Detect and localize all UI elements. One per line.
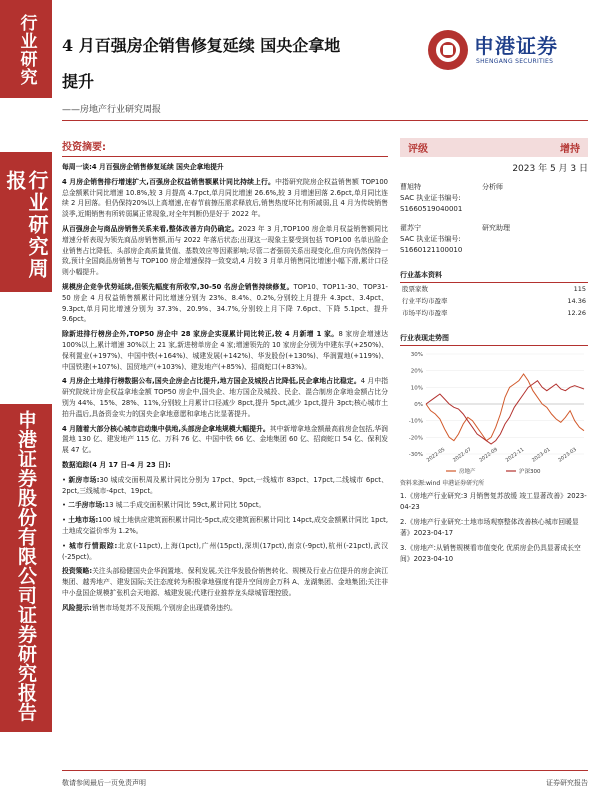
footer-divider <box>62 770 588 771</box>
related-report-item[interactable]: 3.《房地产:从销售规模看市值变化 优质房企仍具显著成长空间》2023-04-10 <box>400 544 581 563</box>
cell-label: 股票家数 <box>402 285 428 293</box>
header-divider <box>62 120 588 121</box>
x-tick-label: 2022-11 <box>504 446 526 464</box>
title-line-2: 提升 <box>62 72 95 91</box>
side-tag-weekly <box>0 152 52 292</box>
cell-value: 115 <box>573 285 586 293</box>
y-tick-label: 10% <box>410 385 423 392</box>
rating-value: 增持 <box>560 144 580 155</box>
report-date: 2023 年 5 月 3 日 <box>512 164 588 174</box>
legend-label: 房地产 <box>459 469 476 475</box>
side-tag-text: 申港证券股份有限公司证券研究报告 <box>15 410 37 722</box>
x-tick-label: 2022-07 <box>452 446 473 464</box>
analyst-cert: S1660121100010 <box>400 246 463 254</box>
analyst-cert-label: SAC 执业证书编号: <box>400 235 461 243</box>
side-tag-text: 行业研究周报 <box>3 170 49 280</box>
trend-chart <box>400 348 588 476</box>
table-row <box>400 283 588 295</box>
y-tick-label: 20% <box>410 368 423 375</box>
sidebar-info <box>400 138 588 569</box>
tracking-item: • 土地市场:100 城土地供应建筑面积累计同比-5pct,成交建筑面积累计同比 14pct,成交金额累计同比 1pct,土地成交溢价率为 1.2%。 <box>62 516 389 535</box>
company-logo <box>428 28 588 76</box>
analyst-name: 曹旭特 <box>400 183 421 191</box>
summary-heading: 投资摘要: <box>62 138 388 157</box>
y-tick-label: 30% <box>410 352 423 358</box>
analyst-block <box>400 182 588 215</box>
side-tag-industry-research <box>0 0 52 98</box>
tracking-item: • 新房市场:30 城成交面积周及累计同比分别为 17pct、9pct,一线城市 83pct、17pct,二线城市 6pct、2pct,三线城市-4pct、19pct。 <box>62 475 389 495</box>
series-line <box>426 374 584 441</box>
analyst-role: 分析师 <box>482 183 503 191</box>
cell-value: 14.36 <box>567 297 586 305</box>
chart-source: 资料来源:wind 申港证券研究所 <box>400 480 485 487</box>
summary-paragraph: 4 月房企土地排行榜数据公布,国央企房企占比提升,地方国企及城投占比降低,民企拿地占比稳定。4 月中指研究院统计房企权益拿地金额 TOP50 房企中,国央企、地方国企及城投、民企、混合制房企拿地金额占比分别为 44%、15%、28%、11%,分别较上月累计口径减少 8pct,提升 5pct,减少 1pct,提升 3pct;核心城市土拍升温后,具备资金实力的国央企拿地意愿和拿地占比显著提升。 <box>62 377 388 418</box>
table-row <box>400 307 588 319</box>
cell-label: 行业平均市盈率 <box>402 297 448 305</box>
logo-name-en: SHENGANG SECURITIES <box>476 58 554 65</box>
risk-warning: 风险提示:销售市场复苏不及预期,个别房企出现债务违约。 <box>62 603 237 612</box>
basic-data-heading: 行业基本资料 <box>400 270 588 283</box>
report-subtitle: ——房地产行业研究周报 <box>62 105 162 115</box>
related-report-item[interactable]: 1.《房地产行业研究:3 月销售复苏放缓 竣工显著改善》2023-04-23 <box>400 492 587 511</box>
logo-name-cn: 申港证券 <box>474 34 558 58</box>
related-reports <box>400 491 588 565</box>
data-tracking-heading: 数据追踪(4 月 17 日-4 月 23 日): <box>62 460 171 469</box>
y-tick-label: -20% <box>408 435 423 442</box>
tracking-item: • 城市行情跟踪:北京(-11pct),上海(1pct),广州(15pct),深圳(17pct),南京(-9pct),杭州(-21pct),武汉(-25pct)。 <box>62 541 389 561</box>
weekly-topic: 每周一谈:4 月百强房企销售修复延续 国央企拿地提升 <box>62 163 224 171</box>
y-tick-label: -30% <box>408 452 423 458</box>
series-line <box>426 381 584 444</box>
title-line-1: 4 月百强房企销售修复延续 国央企拿地 <box>62 36 341 55</box>
analyst-cert-label: SAC 执业证书编号: <box>400 194 461 202</box>
trend-chart-heading: 行业表现走势图 <box>400 333 588 346</box>
rating-label: 评级 <box>408 144 428 155</box>
analyst-cert: S1660519040001 <box>400 205 463 213</box>
y-tick-label: -10% <box>408 418 423 425</box>
x-tick-label: 2022-05 <box>425 446 447 464</box>
disclaimer-note: 敬请参阅最后一页免责声明 <box>62 779 146 787</box>
investment-strategy: 投资策略:关注头部稳健国央企华润置地、保利发展,关注华发股份销售转化、规模及行业占位提升的房企滨江集团、越秀地产、建发国际;关注态度转为积极拿地强度有提升空间房企万科 A、龙湖集团、金地集团;关注非中小盘国企规模扩张机会天地源、城建发展;代建行业推荐龙头绿城管理控股。 <box>62 567 388 597</box>
report-title <box>62 28 402 100</box>
rating-bar <box>400 138 588 157</box>
cell-value: 12.26 <box>567 309 586 317</box>
summary-paragraph: 规模房企竞争优势延续,但领先幅度有所收窄,30-50 名房企销售持续修复。TOP10、TOP11-30、TOP31-50 房企 4 月权益销售额累计同比增速分别为 23%、8.4%、0.2%,分别较上月提升 4.3pct、3.4pct、9.3pct,单月同比增速分别为 37.3%、20.9%、34.7%,分别较上月下降 7.6pct、下降 5.1pct、提升 9.6pct。 <box>62 282 388 324</box>
logo-emblem-icon <box>428 30 468 70</box>
related-report-item[interactable]: 2.《房地产行业研究:土地市场观察整体改善核心城市回暖显著》2023-04-17 <box>400 518 579 537</box>
x-tick-label: 2023-01 <box>531 446 552 464</box>
summary-paragraph: 4 月随着大部分核心城市启动集中供地,头部房企拿地规模大幅提升。其中新增拿地金额最高前房企包括,华润置地 130 亿、建发地产 115 亿、万科 76 亿、中国中铁 66 亿、金地集团 60 亿、招商蛇口 54 亿、保利发展 47 亿。 <box>62 424 388 455</box>
legend-label: 沪深300 <box>519 469 541 475</box>
side-tag-text: 行业研究 <box>16 14 37 86</box>
cell-label: 市场平均市盈率 <box>402 309 448 317</box>
analyst-name: 翟苏宁 <box>400 224 421 232</box>
table-row <box>400 295 588 307</box>
footer-label: 证券研究报告 <box>546 779 588 787</box>
summary-paragraph: 从百强房企与商品房销售关系来看,整体改善方向仍确定。2023 年 3 月,TOP100 房企单月权益销售额同比增速分析表现为领先商品房销售额,而与 2022 年落后状态;出现这一现象主要受到包括 TOP100 名单出险企业销售占比降低、头部房企高质量货值、基数效应等因素影响;尽管二者强弱关系出现变化,但方向仍然保持一致,预计全国商品房销售与 TOP100 房企增速保持一致变动,4 月较 3 月单月销售同比增速小幅下滑,累计口径则小幅提升。 <box>62 224 388 277</box>
summary-paragraph: 4 月房企销售排行增速扩大,百强房企权益销售额累计同比持续上行。中指研究院房企权益销售额 TOP100 总金额累计同比增速 10.8%,较 3 月提高 4.7pct,单月同比增速 26.6%,较 3 月增速回落 2.6pct,单月同比连续 2 月回落。但仍保持20%以上高增速,在春节前擦压需求释放后,销售热度环比有所减弱,且 4 月为传统销售淡季,近期销售有所转弱属正常现象,对全年判断仍是好于 2022 年。 <box>62 177 388 219</box>
side-tag-company <box>0 404 52 732</box>
analyst-role: 研究助理 <box>482 224 510 232</box>
y-tick-label: 0% <box>414 402 423 408</box>
summary-paragraph: 除新进排行榜房企外,TOP50 房企中 28 家房企实现累计同比转正,较 4 月新增 1 家。8 家房企增速达 100%以上,累计增速 30%以上 21 家,新进榜单房企 4 家;增速领先的 10 家房企分别为中建东孚(+250%)、保利置业(+197%)、中国中铁(+164%)、城建发展(+142%)、华发股份(+130%)、华润置地(+119%)、中国铁建(+107%)、国贸地产(+103%)、建发地产(+85%)、招商蛇口(+83%)。 <box>62 330 388 371</box>
investment-summary <box>62 138 388 617</box>
basic-data-table <box>400 283 588 319</box>
analyst-block <box>400 223 588 256</box>
tracking-item: • 二手房市场:13 城二手成交面积累计同比 59ct,累计同比 50pct。 <box>62 501 266 510</box>
x-tick-label: 2023-03 <box>557 446 578 464</box>
x-tick-label: 2022-09 <box>478 446 499 464</box>
trend-chart-svg <box>400 348 588 476</box>
